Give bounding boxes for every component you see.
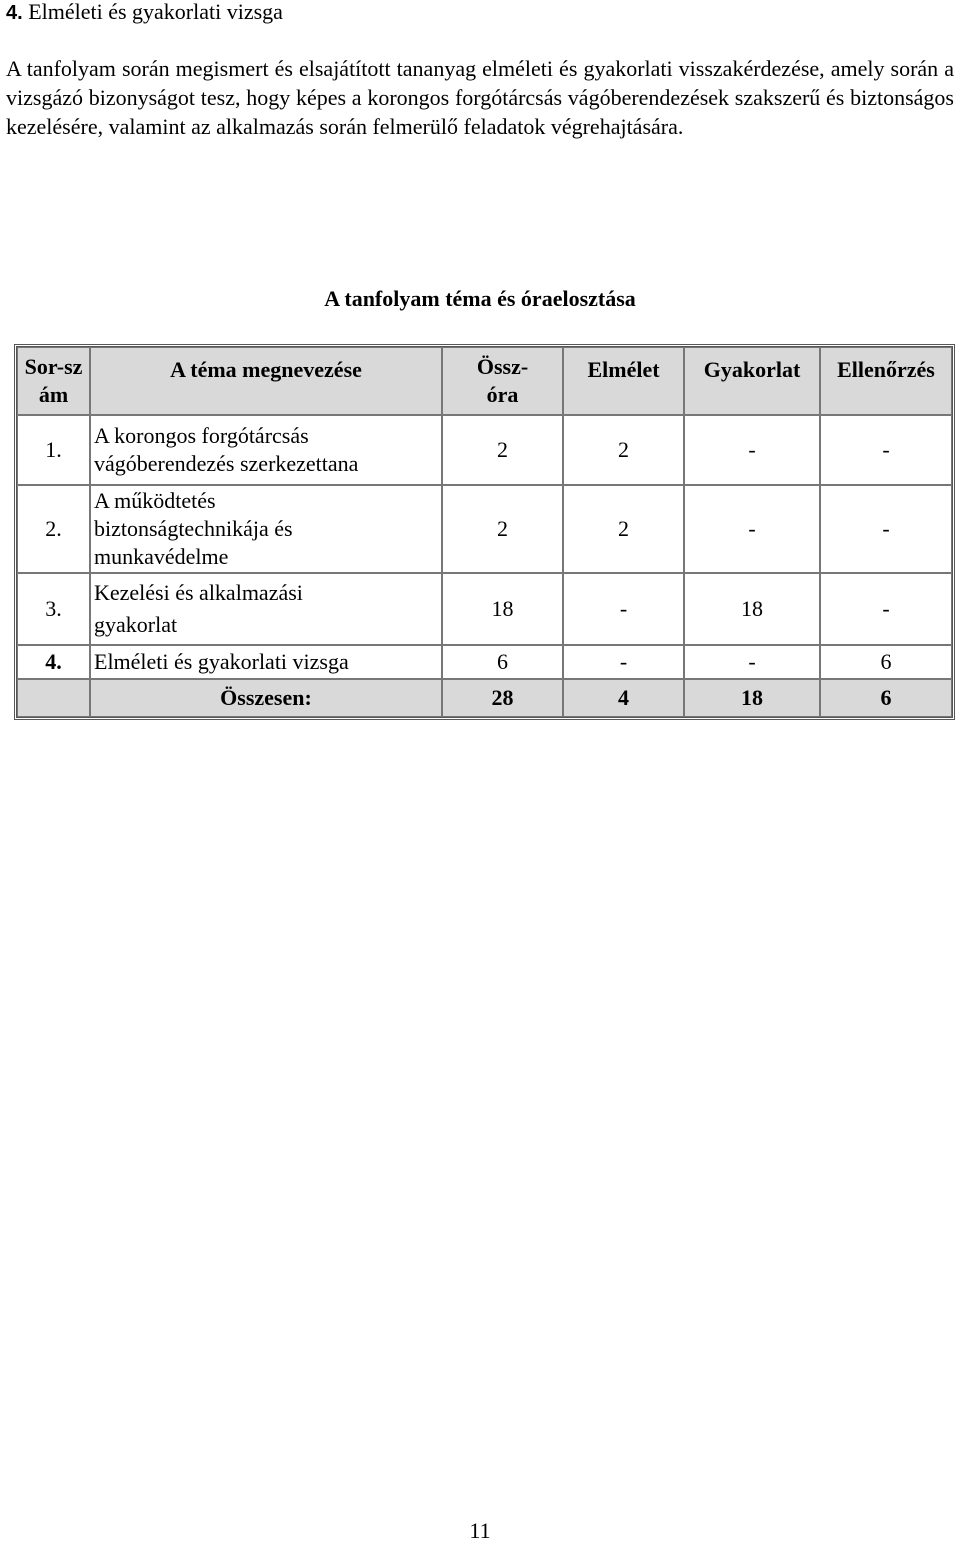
header-number: Sor-szám — [17, 347, 90, 415]
row-topic: A működtetés biztonságtechnikája és munkavédelme — [90, 485, 442, 573]
header-topic: A téma megnevezése — [90, 347, 442, 415]
section-title: Elméleti és gyakorlati vizsga — [28, 0, 283, 24]
row-number: 4. — [17, 645, 90, 679]
row-practice: - — [684, 485, 820, 573]
row-control: 6 — [820, 645, 952, 679]
table-row — [17, 573, 952, 645]
section-heading — [6, 0, 283, 27]
row-total: 18 — [442, 573, 563, 645]
row-theory: 2 — [563, 415, 684, 485]
row-number: 2. — [17, 485, 90, 573]
table-row — [17, 645, 952, 679]
totals-theory: 4 — [563, 679, 684, 717]
row-theory: 2 — [563, 485, 684, 573]
row-practice: - — [684, 415, 820, 485]
section-paragraph: A tanfolyam során megismert és elsajátított tananyag elméleti és gyakorlati visszakérdezése, amely során a vizsgázó bizonyságot tesz, hogy képes a korongos forgótárcsás vágóberendezések szakszerű és biztonságos kezelésére, valamint az alkalmazás során felmerülő feladatok végrehajtására. — [6, 56, 954, 139]
row-total: 2 — [442, 485, 563, 573]
row-topic: A korongos forgótárcsás vágóberendezés szerkezettana — [90, 415, 442, 485]
header-total: Össz-óra — [442, 347, 563, 415]
row-number: 3. — [17, 573, 90, 645]
row-number: 1. — [17, 415, 90, 485]
totals-practice: 18 — [684, 679, 820, 717]
page-number: 11 — [469, 1518, 491, 1543]
row-total: 2 — [442, 415, 563, 485]
table-title: A tanfolyam téma és óraelosztása — [324, 286, 636, 311]
row-practice: 18 — [684, 573, 820, 645]
totals-label: Összesen: — [90, 679, 442, 717]
row-total: 6 — [442, 645, 563, 679]
row-practice: - — [684, 645, 820, 679]
row-topic: Elméleti és gyakorlati vizsga — [90, 645, 442, 679]
totals-control: 6 — [820, 679, 952, 717]
row-theory: - — [563, 645, 684, 679]
header-theory: Elmélet — [563, 347, 684, 415]
totals-total: 28 — [442, 679, 563, 717]
row-control: - — [820, 485, 952, 573]
table-row — [17, 485, 952, 573]
section-number: 4. — [6, 2, 23, 24]
header-practice: Gyakorlat — [684, 347, 820, 415]
row-topic: Kezelési és alkalmazási gyakorlat — [90, 573, 442, 645]
row-theory: - — [563, 573, 684, 645]
table-totals-row — [17, 679, 952, 717]
header-control: Ellenőrzés — [820, 347, 952, 415]
row-control: - — [820, 415, 952, 485]
table-header-row — [17, 347, 952, 415]
course-schedule-table — [14, 344, 955, 720]
table-row — [17, 415, 952, 485]
row-control: - — [820, 573, 952, 645]
totals-empty-cell — [17, 679, 90, 717]
